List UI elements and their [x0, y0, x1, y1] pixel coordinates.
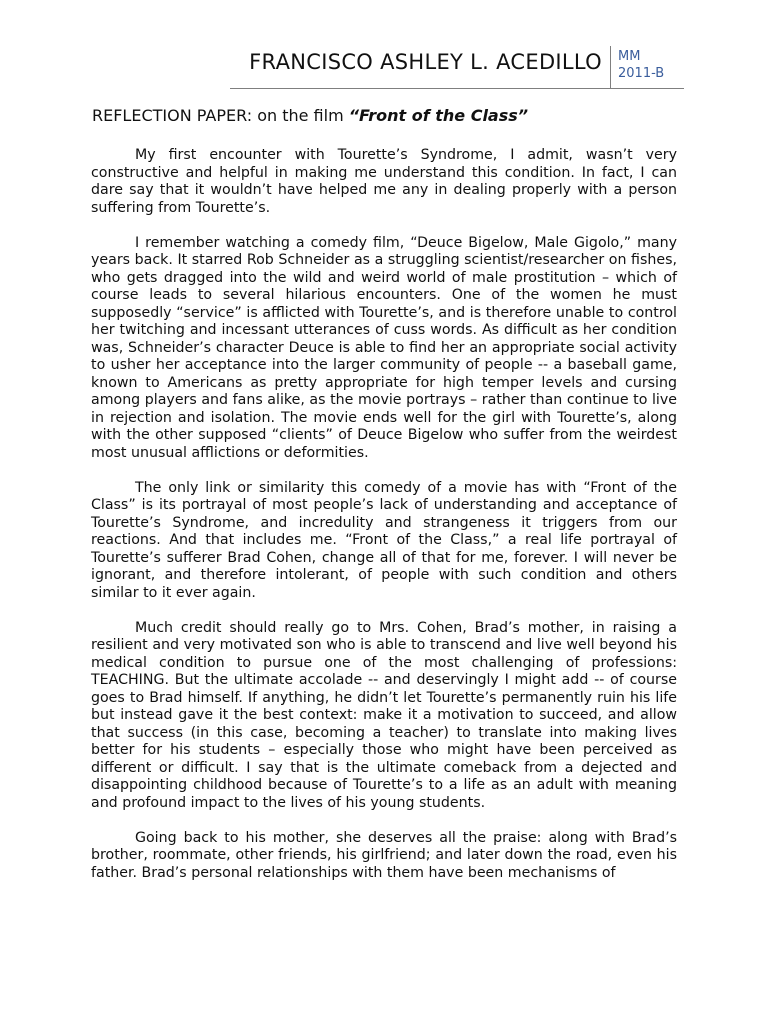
- page-title: [92, 106, 528, 125]
- film-title: “Front of the Class”: [348, 106, 529, 125]
- paragraph-5: Going back to his mother, she deserves all the praise: along with Brad’s brother, roommate, other friends, his girlfriend; and later down the road, even his father. Brad’s personal relationships with them have been mechanisms of: [91, 829, 677, 881]
- title-prefix: REFLECTION PAPER: on the film: [92, 106, 349, 125]
- body-text: [91, 147, 677, 900]
- paragraph-3: The only link or similarity this comedy of a movie has with “Front of the Class” is its portrayal of most people’s lack of understanding and acceptance of Tourette’s Syndrome, and incredulity and strangeness it triggers from our reactions. And that includes me. “Front of the Class,” a real life portrayal of Tourette’s sufferer Brad Cohen, change all of that for me, forever. I will never be ignorant, and therefore intolerant, of people with such condition and others similar to it ever again.: [91, 479, 677, 601]
- section-code: 2011-B: [618, 66, 665, 81]
- paragraph-4: Much credit should really go to Mrs. Cohen, Brad’s mother, in raising a resilient and very motivated son who is able to transcend and live well beyond his medical condition to pursue one of the most challenging of professions: TEACHING. But the ultimate accolade -- and deservingly I might add -- of course goes to Brad himself. If anything, he didn’t let Tourette’s permanently ruin his life but instead gave it the best context: make it a motivation to succeed, and allow that success (in this case, becoming a teacher) to translate into making lives better for his students – especially those who might have been perceived as different or difficult. I say that is the ultimate comeback from a dejected and disappointing childhood because of Tourette’s to a life as an adult with meaning and profound impact to the lives of his young students.: [91, 619, 677, 811]
- author-name: FRANCISCO ASHLEY L. ACEDILLO: [249, 50, 602, 74]
- course-section: [618, 48, 664, 82]
- course-code: MM: [618, 49, 641, 64]
- document-header: [230, 46, 684, 88]
- header-divider: [610, 46, 611, 88]
- paragraph-1: My first encounter with Tourette’s Syndrome, I admit, wasn’t very constructive and helpful in making me understand this condition. In fact, I can dare say that it wouldn’t have helped me any in dealing properly with a person suffering from Tourette’s.: [91, 147, 677, 216]
- header-rule: [230, 88, 684, 89]
- paragraph-2: I remember watching a comedy film, “Deuce Bigelow, Male Gigolo,” many years back. It starred Rob Schneider as a struggling scientist/researcher on fishes, who gets dragged into the wild and weird world of male prostitution – which of course leads to several hilarious encounters. One of the women he must supposedly “service” is afflicted with Tourette’s, and is therefore unable to control her twitching and incessant utterances of cuss words. As difficult as her condition was, Schneider’s character Deuce is able to find her an appropriate social activity to usher her acceptance into the larger community of people -- a baseball game, known to Americans as pretty appropriate for high temper levels and cursing among players and fans alike, as the movie portrays – rather than continue to live in rejection and isolation. The movie ends well for the girl with Tourette’s, along with the other supposed “clients” of Deuce Bigelow who suffer from the weirdest most unusual afflictions or deformities.: [91, 234, 677, 461]
